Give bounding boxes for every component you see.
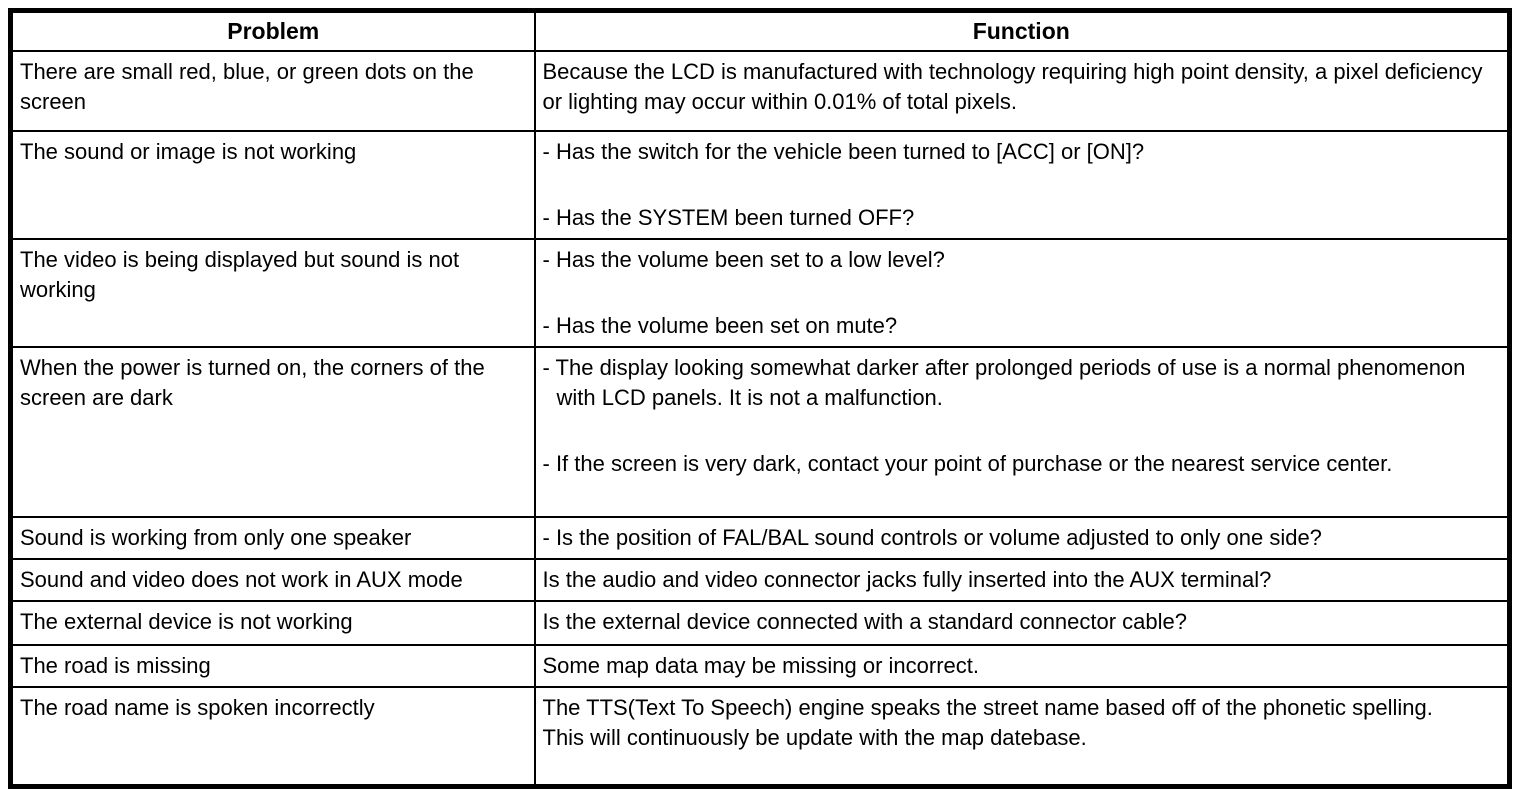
function-cell	[535, 51, 1510, 131]
function-cell	[535, 559, 1510, 601]
function-cell	[535, 645, 1510, 687]
problem-text: When the power is turned on, the corners of the screen are dark	[20, 354, 485, 410]
function-text: Some map data may be missing or incorrect.	[542, 652, 980, 678]
problem-cell	[11, 687, 535, 787]
problem-text: Sound is working from only one speaker	[20, 524, 412, 550]
function-text: - Has the volume been set to a low level?	[542, 246, 945, 272]
table-row	[11, 559, 1510, 601]
function-cell	[535, 601, 1510, 645]
table-row	[11, 131, 1510, 239]
function-text: - Has the volume been set on mute?	[542, 312, 898, 338]
table-row	[11, 517, 1510, 559]
function-text: - Has the switch for the vehicle been turned to [ACC] or [ON]?	[542, 138, 1145, 164]
table-row	[11, 51, 1510, 131]
problem-text: There are small red, blue, or green dots on the screen	[20, 58, 474, 114]
function-text: Is the external device connected with a standard connector cable?	[542, 608, 1188, 634]
problem-cell	[11, 517, 535, 559]
function-text: - The display looking somewhat darker after prolonged periods of use is a normal phenomenon with LCD panels. It is not a malfunction.	[542, 354, 1466, 410]
function-text: - If the screen is very dark, contact your point of purchase or the nearest service center.	[542, 450, 1393, 476]
table-row	[11, 601, 1510, 645]
problem-text: The road is missing	[20, 652, 211, 678]
function-cell	[535, 347, 1510, 517]
function-text: This will continuously be update with the map datebase.	[542, 724, 1087, 750]
table-row	[11, 347, 1510, 517]
function-text: Because the LCD is manufactured with technology requiring high point density, a pixel deficiency or lighting may occur within 0.01% of total pixels.	[542, 58, 1483, 114]
problem-cell	[11, 559, 535, 601]
problem-text: The video is being displayed but sound is not working	[20, 246, 460, 302]
problem-cell	[11, 347, 535, 517]
problem-cell	[11, 239, 535, 347]
problem-text: The sound or image is not working	[20, 138, 357, 164]
problem-cell	[11, 601, 535, 645]
troubleshooting-table	[8, 8, 1512, 789]
function-text: Is the audio and video connector jacks fully inserted into the AUX terminal?	[542, 566, 1272, 592]
table-row	[11, 687, 1510, 787]
function-text: - Is the position of FAL/BAL sound controls or volume adjusted to only one side?	[542, 524, 1322, 550]
function-text: The TTS(Text To Speech) engine speaks the street name based off of the phonetic spelling.	[542, 694, 1433, 720]
function-cell	[535, 517, 1510, 559]
header-row	[11, 11, 1510, 51]
function-cell	[535, 239, 1510, 347]
problem-cell	[11, 645, 535, 687]
function-column-header: Function	[535, 11, 1510, 51]
problem-cell	[11, 51, 535, 131]
problem-text: Sound and video does not work in AUX mode	[20, 566, 463, 592]
problem-cell	[11, 131, 535, 239]
table-row	[11, 645, 1510, 687]
problem-text: The road name is spoken incorrectly	[20, 694, 375, 720]
table-body	[11, 51, 1510, 787]
problem-text: The external device is not working	[20, 608, 353, 634]
function-text: - Has the SYSTEM been turned OFF?	[542, 204, 915, 230]
table-row	[11, 239, 1510, 347]
function-cell	[535, 131, 1510, 239]
function-cell	[535, 687, 1510, 787]
problem-column-header: Problem	[11, 11, 535, 51]
